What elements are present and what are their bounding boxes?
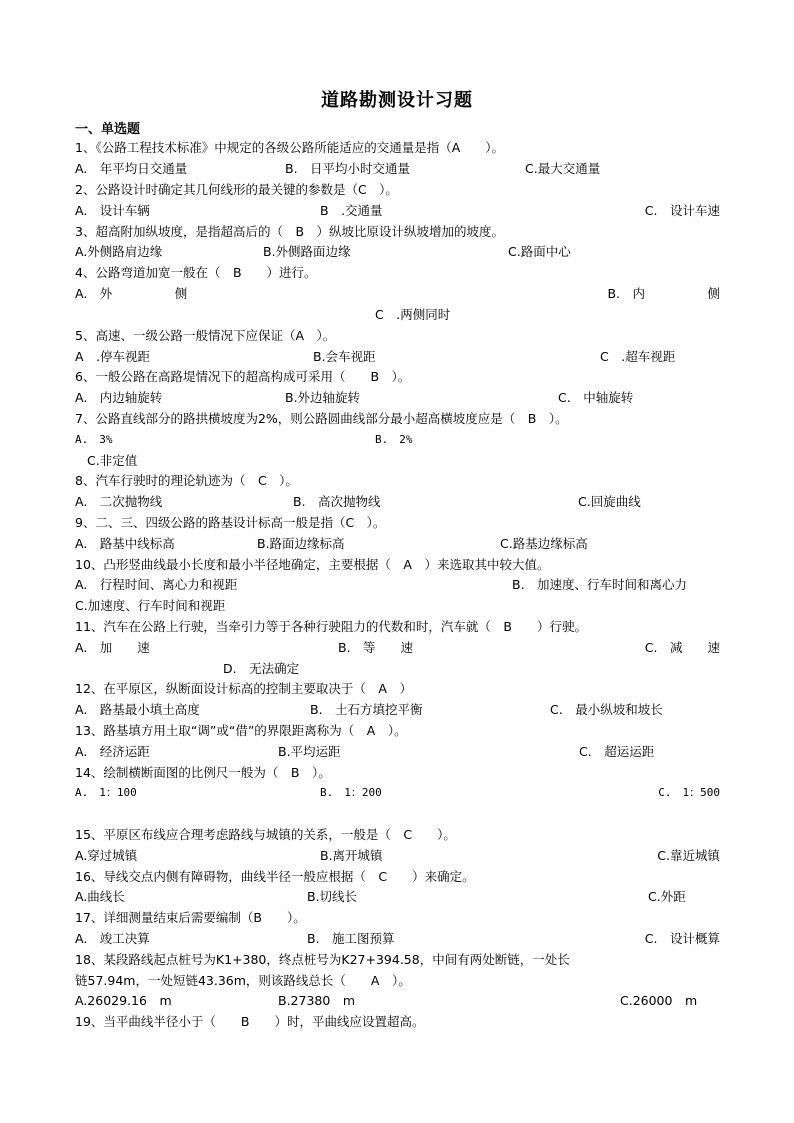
option-a: A. 设计车辆 — [75, 203, 150, 218]
question-12-options — [75, 700, 720, 720]
option-a: A. 年平均日交通量 — [75, 161, 188, 176]
question-13-options — [75, 742, 720, 762]
question-5-options — [75, 347, 720, 367]
option-c: C.最大交通量 — [525, 161, 601, 176]
option-b: B. 内 侧 — [607, 286, 720, 301]
option-b: B.会车视距 — [313, 349, 376, 364]
option-c: C. 设计概算 — [644, 931, 720, 946]
option-c: C.加速度、行车时间和视距 — [75, 598, 226, 613]
question-5 — [75, 326, 720, 346]
page-title: 道路勘测设计习题 — [321, 90, 473, 111]
option-a: A. 外 侧 — [75, 286, 188, 301]
question-8-options — [75, 492, 720, 512]
question-7-options-cont — [75, 451, 720, 471]
question-4 — [75, 263, 720, 283]
question-14 — [75, 763, 720, 783]
question-6-options — [75, 388, 720, 408]
option-a: A. 二次抛物线 — [75, 494, 163, 509]
question-2 — [75, 180, 720, 200]
question-14-options — [75, 783, 720, 803]
option-c: C. 中轴旋转 — [558, 390, 634, 405]
question-text: 17、详细测量结束后需要编制（B ）。 — [75, 910, 306, 925]
option-b: B.平均运距 — [278, 744, 341, 759]
option-a: A. 经济运距 — [75, 744, 150, 759]
option-c: C. 最小纵坡和坡长 — [550, 702, 663, 717]
question-6 — [75, 367, 720, 387]
question-text: 1、《公路工程技术标准》中规定的各级公路所能适应的交通量是指（A ）。 — [75, 140, 505, 155]
option-b: B.外边轴旋转 — [285, 390, 361, 405]
option-b: B.外侧路面边缘 — [263, 244, 351, 259]
option-b: B. 土石方填挖平衡 — [310, 702, 423, 717]
question-text: 19、当平曲线半径小于（ B ）时，平曲线应设置超高。 — [75, 1014, 425, 1029]
question-text: 2、公路设计时确定其几何线形的最关键的参数是（C ）。 — [75, 182, 398, 197]
option-c: C.非定值 — [87, 453, 138, 468]
option-a: A. 行程时间、离心力和视距 — [75, 577, 238, 592]
question-text: 5、高速、一级公路一般情况下应保证（A ）。 — [75, 328, 336, 343]
question-3-options — [75, 242, 720, 262]
section-heading: 一、单选题 — [75, 122, 141, 137]
option-c: C.路基边缘标高 — [500, 536, 588, 551]
question-2-options — [75, 201, 720, 221]
option-b: B. 高次抛物线 — [293, 494, 381, 509]
option-b: B.27380 m — [278, 993, 355, 1008]
option-b: B. 日平均小时交通量 — [285, 161, 411, 176]
question-15 — [75, 825, 720, 845]
option-d: D. 无法确定 — [223, 661, 300, 676]
option-c: C. 1：500 — [658, 786, 720, 799]
question-18-options — [75, 991, 720, 1011]
option-a: A.26029.16 m — [75, 993, 172, 1008]
question-4-options — [75, 284, 720, 304]
option-c: C. 设计车速 — [644, 203, 720, 218]
question-13 — [75, 721, 720, 741]
question-1 — [75, 138, 720, 158]
option-c: C .两侧同时 — [375, 307, 451, 322]
question-10 — [75, 555, 720, 575]
question-8 — [75, 471, 720, 491]
question-text: 6、一般公路在高路堤情况下的超高构成可采用（ B ）。 — [75, 369, 411, 384]
question-11-options-cont — [75, 659, 720, 679]
question-text: 3、超高附加纵坡度，是指超高后的（ B ）纵坡比原设计纵坡增加的坡度。 — [75, 224, 505, 239]
question-text: 14、绘制横断面图的比例尺一般为（ B ）。 — [75, 765, 331, 780]
option-a: A .停车视距 — [75, 349, 151, 364]
option-c: C.26000 m — [620, 993, 698, 1008]
option-b: B.切线长 — [307, 889, 358, 904]
question-4-options-cont — [75, 305, 720, 325]
question-text: 11、汽车在公路上行驶，当牵引力等于各种行驶阻力的代数和时，汽车就（ B ）行驶。 — [75, 619, 587, 634]
question-text: 15、平原区布线应合理考虑路线与城镇的关系，一般是（ C ）。 — [75, 827, 456, 842]
question-10-options-cont — [75, 596, 720, 616]
option-c: C.靠近城镇 — [657, 848, 720, 863]
question-17-options — [75, 929, 720, 949]
question-text: 13、路基填方用土取“调”或“借”的界限距离称为（ A ）。 — [75, 723, 407, 738]
option-a: A.外侧路肩边缘 — [75, 244, 163, 259]
option-b: B .交通量 — [320, 203, 383, 218]
option-a: A. 内边轴旋转 — [75, 390, 163, 405]
question-text: 8、汽车行驶时的理论轨迹为（ C ）。 — [75, 473, 298, 488]
question-19 — [75, 1012, 720, 1032]
option-c: C.路面中心 — [508, 244, 571, 259]
option-b: B. 施工图预算 — [307, 931, 395, 946]
question-1-options — [75, 159, 720, 179]
option-a: A. 加 速 — [75, 640, 150, 655]
option-c: C. 超运运距 — [579, 744, 655, 759]
question-text: 18、某段路线起点桩号为K1+380，终点桩号为K27+394.58，中间有两处断链，一处长 — [75, 952, 570, 967]
question-7-options — [75, 430, 720, 450]
question-10-options — [75, 575, 720, 595]
option-a: A. 3% — [75, 433, 113, 446]
option-a: A. 竣工决算 — [75, 931, 150, 946]
question-text: 4、公路弯道加宽一般在（ B ）进行。 — [75, 265, 317, 280]
option-c: C .超车视距 — [600, 349, 676, 364]
option-b: B.路面边缘标高 — [257, 536, 345, 551]
question-16-options — [75, 887, 720, 907]
question-16 — [75, 867, 720, 887]
question-7 — [75, 409, 720, 429]
option-a: A. 路基最小填土高度 — [75, 702, 200, 717]
option-a: A. 路基中线标高 — [75, 536, 175, 551]
question-text: 16、导线交点内侧有障碍物，曲线半径一般应根据（ C ）来确定。 — [75, 869, 475, 884]
question-9 — [75, 513, 720, 533]
option-a: A.曲线长 — [75, 889, 125, 904]
option-b: B. 2% — [375, 433, 413, 446]
question-text: 10、凸形竖曲线最小长度和最小半径地确定，主要根据（ A ）来选取其中较大值。 — [75, 557, 550, 572]
question-11-options — [75, 638, 720, 658]
question-18 — [75, 950, 720, 970]
question-text: 12、在平原区，纵断面设计标高的控制主要取决于（ A ） — [75, 681, 412, 696]
question-15-options — [75, 846, 720, 866]
question-text-cont: 链57.94m，一处短链43.36m，则该路线总长（ A ）。 — [75, 973, 411, 988]
option-a: A.穿过城镇 — [75, 848, 138, 863]
question-text: 9、二、三、四级公路的路基设计标高一般是指（C ）。 — [75, 515, 386, 530]
option-c: C.回旋曲线 — [578, 494, 641, 509]
option-a: A. 1：100 — [75, 786, 137, 799]
question-11 — [75, 617, 720, 637]
question-text: 7、公路直线部分的路拱横坡度为2%，则公路圆曲线部分最小超高横坡度应是（ B ）。 — [75, 411, 568, 426]
option-c: C.外距 — [648, 889, 686, 904]
question-9-options — [75, 534, 720, 554]
question-3 — [75, 222, 720, 242]
option-b: B. 加速度、行车时间和离心力 — [512, 577, 688, 592]
question-18-cont — [75, 971, 720, 991]
question-12 — [75, 679, 720, 699]
option-b: B.离开城镇 — [320, 848, 383, 863]
question-17 — [75, 908, 720, 928]
option-c: C. 减 速 — [644, 640, 720, 655]
option-b: B. 1：200 — [320, 786, 382, 799]
option-b: B. 等 速 — [338, 640, 414, 655]
